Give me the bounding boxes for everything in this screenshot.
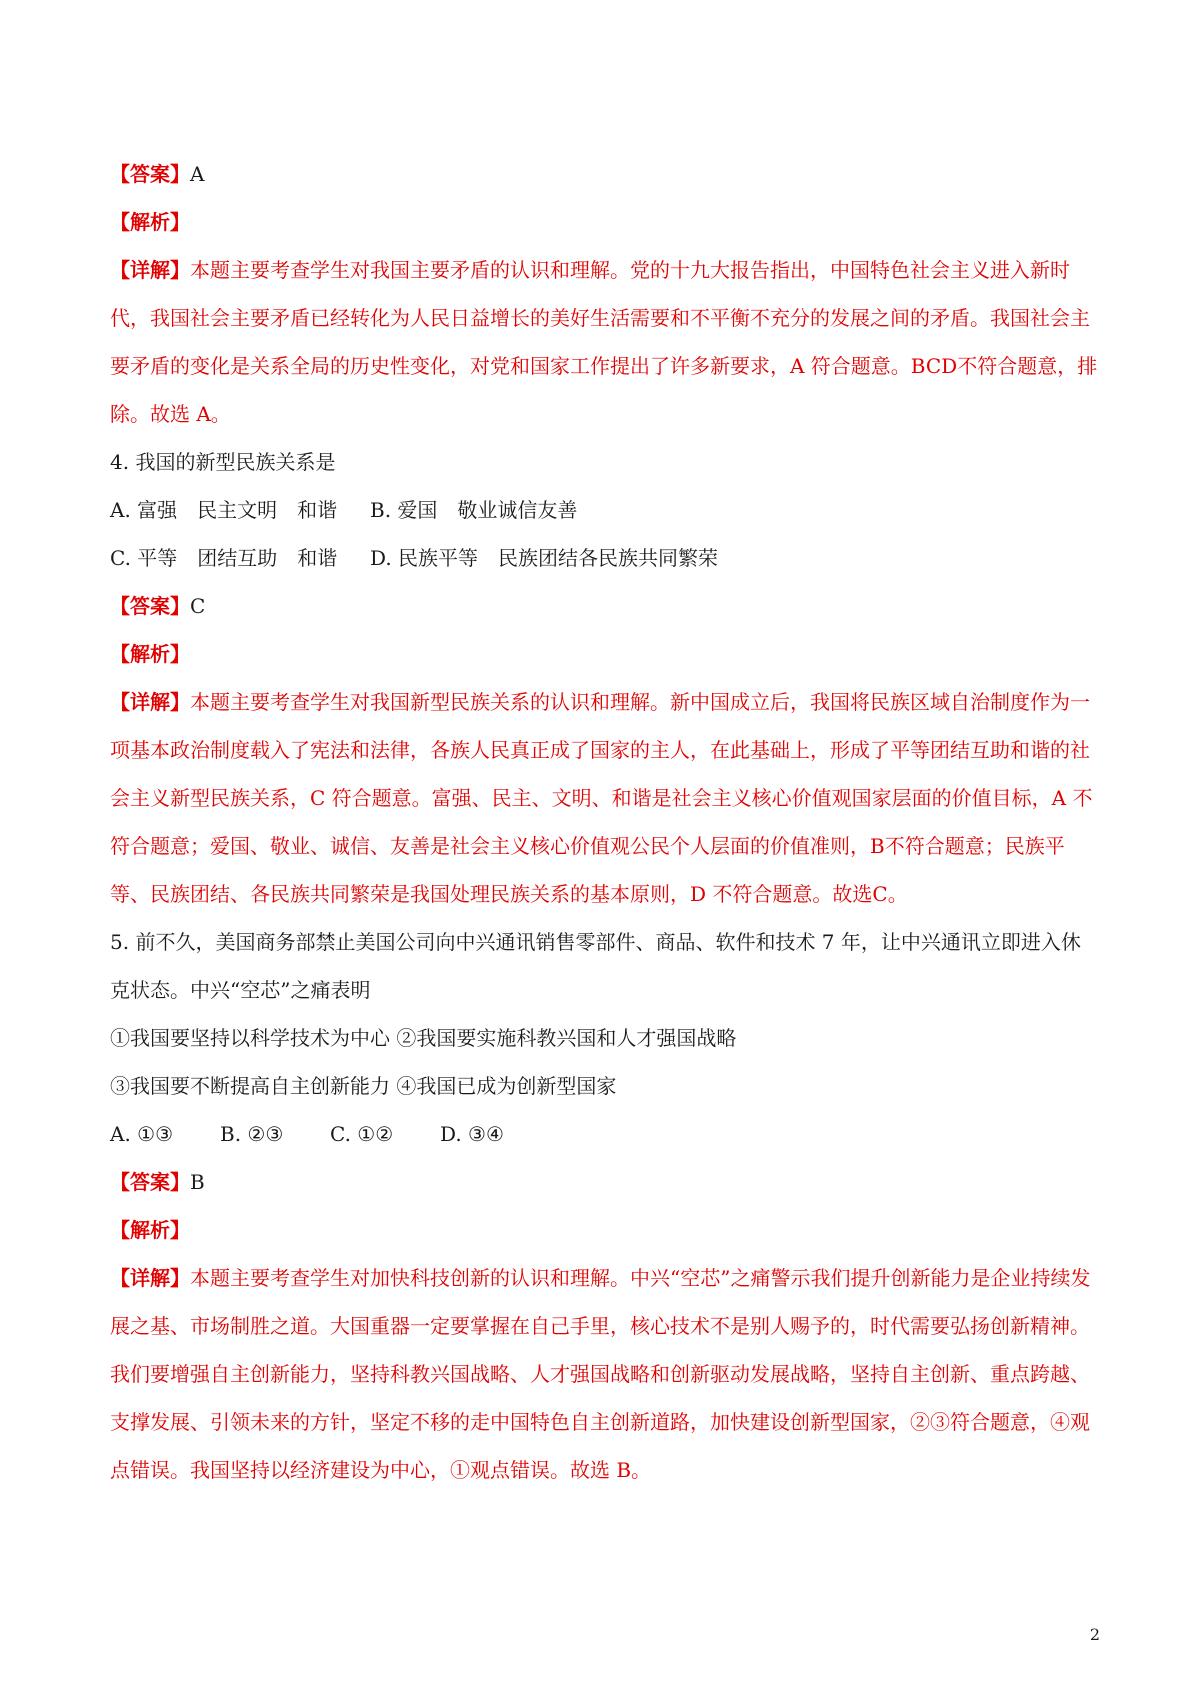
detail-text: 本题主要考查学生对我国新型民族关系的认识和理解。新中国成立后，我国将民族区域自治制度作为一项基本政治制度载入了宪法和法律，各族人民真正成了国家的主人，在此基础上，形成了平等团结互助和谐的社会主义新型民族关系，C 符合题意。富强、民主、文明、和谐是社会主义核心价值观国家层面的价值目标，A 不符合题意；爱国、敬业、诚信、友善是社会主义核心价值观公民个人层面的价值准则，B不符合题意；民族平等、民族团结、各民族共同繁荣是我国处理民族关系的基本原则，D 不符合题意。故选C。 [110, 690, 1093, 906]
q4-stem: 4. 我国的新型民族关系是 [110, 450, 336, 474]
q5-option-c: C. ①② [330, 1122, 394, 1146]
answer-tag: 【答案】 [110, 594, 190, 618]
q4-analysis-tag: 【解析】 [110, 642, 190, 666]
q4-option-a: A. 富强 民主文明 和谐 [110, 498, 338, 522]
q5-statements-line2: ③我国要不断提高自主创新能力 ④我国已成为创新型国家 [110, 1074, 617, 1098]
q5-statements-line1: ①我国要坚持以科学技术为中心 ②我国要实施科教兴国和人才强国战略 [110, 1026, 737, 1050]
q4-detail [110, 678, 1100, 918]
q4-options-row1 [110, 486, 1100, 534]
detail-text: 本题主要考查学生对我国主要矛盾的认识和理解。党的十九大报告指出，中国特色社会主义进入新时代，我国社会主要矛盾已经转化为人民日益增长的美好生活需要和不平衡不充分的发展之间的矛盾。我国社会主要矛盾的变化是关系全局的历史性变化，对党和国家工作提出了许多新要求，A 符合题意。BCD不符合题意，排除。故选 A。 [110, 258, 1098, 426]
detail-tag: 【详解】 [110, 258, 190, 282]
q4-option-c: C. 平等 团结互助 和谐 [110, 546, 338, 570]
answer-value: A [190, 162, 205, 186]
answer-value: B [190, 1170, 205, 1194]
detail-text: 本题主要考查学生对加快科技创新的认识和理解。中兴“空芯”之痛警示我们提升创新能力是企业持续发展之基、市场制胜之道。大国重器一定要掌握在自己手里，核心技术不是别人赐予的，时代需要弘扬创新精神。我们要增强自主创新能力，坚持科教兴国战略、人才强国战略和创新驱动发展战略，坚持自主创新、重点跨越、支撑发展、引领未来的方针，坚定不移的走中国特色自主创新道路，加快建设创新型国家，②③符合题意，④观点错误。我国坚持以经济建设为中心，①观点错误。故选 B。 [110, 1266, 1091, 1482]
q4-option-b: B. 爱国 敬业诚信友善 [370, 498, 578, 522]
answer-tag: 【答案】 [110, 1170, 190, 1194]
q3-analysis-tag: 【解析】 [110, 210, 190, 234]
q4-options-row2 [110, 534, 1100, 582]
q5-stem: 5. 前不久，美国商务部禁止美国公司向中兴通讯销售零部件、商品、软件和技术 7 年，让中兴通讯立即进入休克状态。中兴“空芯”之痛表明 [110, 930, 1081, 1002]
detail-tag: 【详解】 [110, 1266, 190, 1290]
q3-detail [110, 246, 1100, 438]
q5-option-d: D. ③④ [440, 1122, 504, 1146]
q4-answer [110, 582, 1100, 630]
page-number: 2 [1089, 1625, 1100, 1644]
q5-options [110, 1110, 1100, 1158]
q5-detail [110, 1254, 1100, 1494]
q3-answer [110, 150, 1100, 198]
q5-option-a: A. ①③ [110, 1122, 174, 1146]
q5-option-b: B. ②③ [220, 1122, 284, 1146]
q4-option-d: D. 民族平等 民族团结各民族共同繁荣 [370, 546, 719, 570]
answer-value: C [190, 594, 206, 618]
page-content [110, 150, 1100, 1494]
q5-answer [110, 1158, 1100, 1206]
answer-tag: 【答案】 [110, 162, 190, 186]
detail-tag: 【详解】 [110, 690, 190, 714]
q5-analysis-tag: 【解析】 [110, 1218, 190, 1242]
